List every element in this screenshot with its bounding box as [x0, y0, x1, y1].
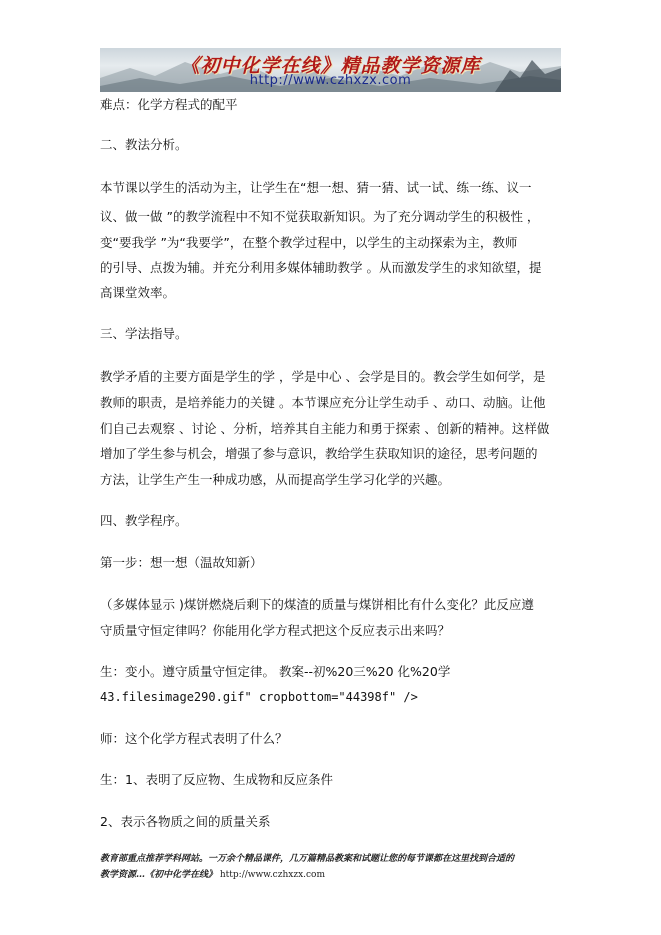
broken-image-markup: 43.filesimage290.gif" cropbottom="44398f" />	[100, 690, 418, 704]
para-study-line-1: 教学矛盾的主要方面是学生的学 ，学是中心 、会学是目的。教会学生如何学，是	[100, 369, 546, 384]
para-study-line-5: 方法，让学生产生一种成功感，从而提高学生学习化学的兴趣。	[100, 472, 451, 487]
para-method-line-2: 议、做一做 ”的教学流程中不知不觉获取新知识。为了充分调动学生的积极性 ，	[100, 209, 540, 224]
student-answer-line: 生：变小。遵守质量守恒定律。 教案--初%20三%20 化%20学	[100, 664, 451, 679]
teacher-question: 师：这个化学方程式表明了什么？	[100, 731, 288, 746]
student-answer-1: 生：1、表明了反应物、生成物和反应条件	[100, 772, 333, 787]
para-study-line-4: 增加了学生参与机会，增强了参与意识，教给学生获取知识的途径，思考问题的	[100, 446, 538, 461]
footer-line-2	[100, 868, 570, 882]
student-answer-2: 2、表示各物质之间的质量关系	[100, 814, 271, 829]
para-method-line-5: 高课堂效率。	[100, 285, 176, 300]
para-method-line-1: 本节课以学生的活动为主，让学生在“想一想、猜一猜、试一试、练一练、议一	[100, 180, 532, 195]
footer-url-link[interactable]: http://www.czhxzx.com	[219, 870, 326, 880]
heading-study-guide: 三、学法指导。	[100, 326, 188, 341]
question-line-2: 守质量守恒定律吗？你能用化学方程式把这个反应表示出来吗？	[100, 623, 451, 638]
header-banner	[100, 48, 561, 92]
heading-procedure: 四、教学程序。	[100, 513, 188, 528]
para-study-line-3: 们自己去观察 、讨论 、分析，培养其自主能力和勇于探索 、创新的精神。这样做	[100, 421, 550, 436]
para-method-line-4: 的引导、点拨为辅。并充分利用多媒体辅助教学 。从而激发学生的求知欲望，提	[100, 260, 542, 275]
banner-title: 《初中化学在线》精品教学资源库	[180, 55, 481, 77]
footer-promo-text: 教育部重点推荐学科网站。一万余个精品课件，几万篇精品教案和试题让您的每节课都在这里找到合适的	[100, 854, 515, 864]
step-one-title: 第一步：想一想（温故知新）	[100, 555, 263, 570]
footer-resource-text: 教学资源…《初中化学在线》	[100, 870, 218, 880]
banner-url-link[interactable]: http://www.czhxzx.com	[249, 73, 412, 88]
heading-teaching-method: 二、教法分析。	[100, 137, 188, 152]
question-line-1: （多媒体显示 )煤饼燃烧后剩下的煤渣的质量与煤饼相比有什么变化？此反应遵	[100, 597, 534, 612]
line-difficulty: 难点：化学方程式的配平	[100, 97, 238, 112]
footer-line-1	[100, 852, 570, 866]
para-method-line-3: 变“要我学 ”为“我要学”，在整个教学过程中，以学生的主动探索为主，教师	[100, 235, 518, 250]
para-study-line-2: 教师的职责，是培养能力的关键 。本节课应充分让学生动手 、动口、动脑。让他	[100, 395, 546, 410]
